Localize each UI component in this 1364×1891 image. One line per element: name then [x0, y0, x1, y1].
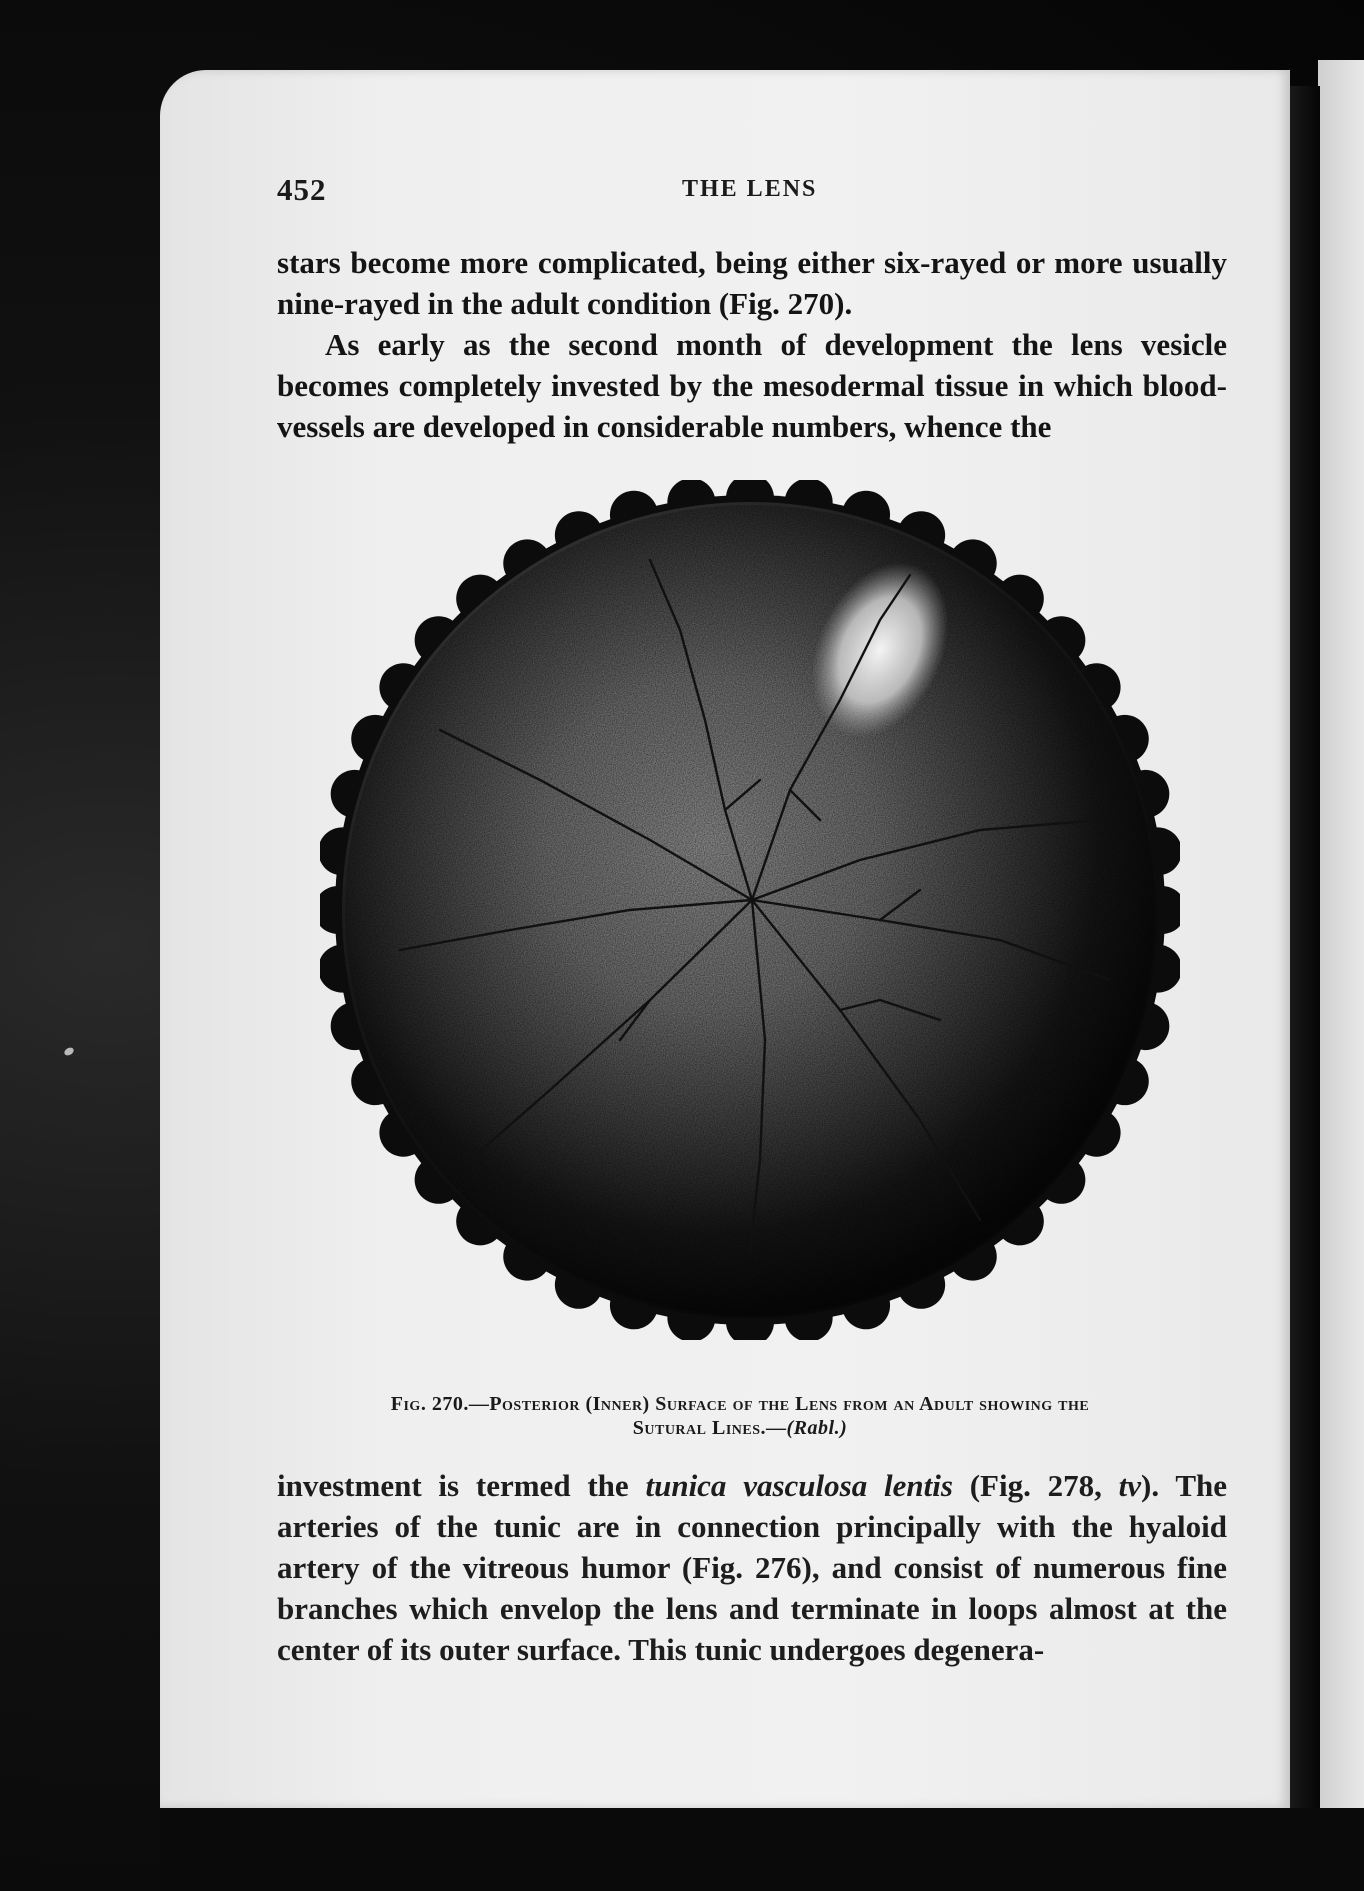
caption-line-2-text: Sutural Lines.— — [632, 1417, 787, 1439]
figure-caption — [280, 1392, 1200, 1440]
p3-ref-open: (Fig. 278, — [952, 1468, 1119, 1503]
body-text-bottom — [277, 1465, 1227, 1670]
p3-start: investment is termed the — [277, 1468, 646, 1503]
caption-credit: (Rabl.) — [786, 1417, 848, 1439]
body-text-top — [277, 242, 1227, 447]
book-gutter-shadow — [1290, 86, 1320, 1808]
page-number: 452 — [277, 172, 327, 207]
paragraph-3 — [277, 1465, 1227, 1670]
next-page-edge — [1318, 60, 1364, 1808]
paragraph-2: As early as the second month of development the lens vesicle becomes completely invested by the mesodermal tissue in which blood-vessels are developed in considerable numbers, whence the — [277, 327, 1227, 444]
caption-line-2 — [280, 1416, 1200, 1440]
figure-270 — [320, 480, 1180, 1340]
caption-main: Fig. 270.—Posterior (Inner) Surface of the Lens from an Adult showing the — [390, 1393, 1090, 1415]
running-title: THE LENS — [682, 176, 818, 202]
term-tunica-vasculosa-lentis: tunica vasculosa lentis — [645, 1468, 953, 1503]
paragraph-1: stars become more complicated, being either six-rayed or more usually nine-rayed in the adult condition (Fig. 270). — [277, 245, 1227, 321]
running-head — [277, 172, 1227, 212]
lens-photograph — [320, 480, 1180, 1340]
p3-rest: ). The arteries of the tunic are in connection principally with the hyaloid artery of the vitreous humor (Fig. 276), and consist of numerous fine branches which envelop the lens and terminate in loops almost at the center of its outer surface. This tunic undergoes degenera- — [277, 1468, 1228, 1667]
p3-ref-abbr: tv — [1118, 1468, 1142, 1503]
lens-grain — [320, 480, 1180, 1340]
bottom-shadow — [160, 1808, 1364, 1891]
